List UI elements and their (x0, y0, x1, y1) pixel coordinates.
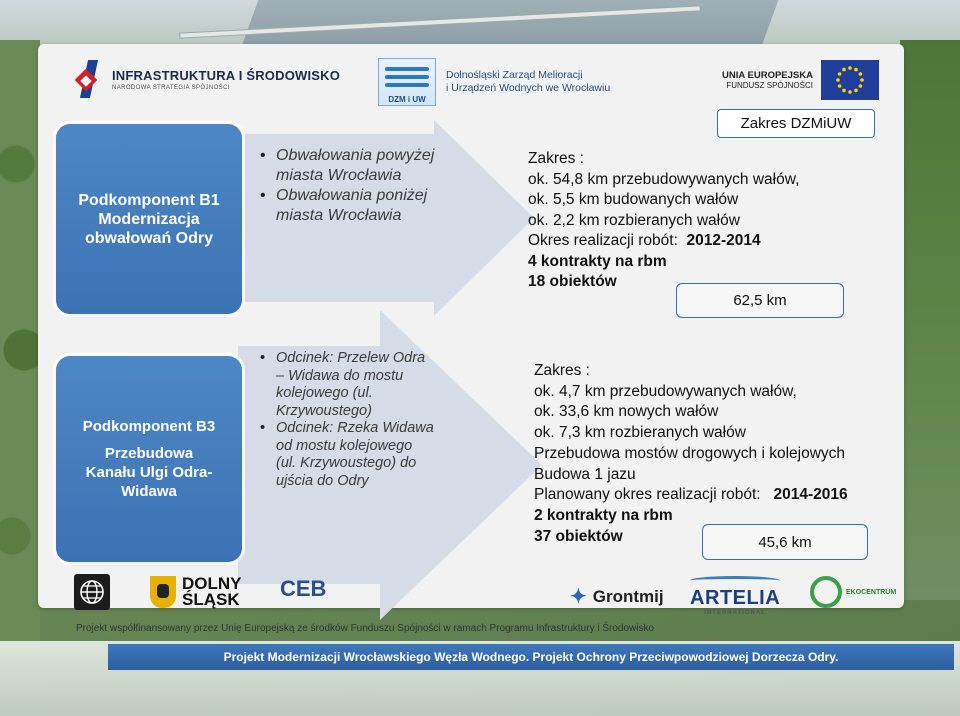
artelia-arc-icon (690, 576, 780, 585)
b3-head: Podkomponent B3 (82, 418, 216, 435)
cofinancing-footnote: Projekt współfinansowany przez Unię Europejską ze środków Funduszu Spójności w ramach Programu Infrastruktury i Środowisko (76, 623, 655, 634)
b1-line-2: Modernizacja (98, 210, 200, 228)
dzm-line-1: Dolnośląski Zarząd Melioracji (446, 69, 583, 81)
component-b1-box (56, 124, 242, 314)
b3-line-2: Kanału Ulgi Odra- (85, 464, 213, 481)
eagle-shield-icon (150, 576, 176, 608)
b3-details (534, 361, 848, 547)
trees-left (0, 40, 40, 660)
b1-details (528, 149, 799, 293)
b1-line-1: Podkomponent B1 (78, 191, 220, 209)
b1-line-built: ok. 5,5 km budowanych wałów (528, 191, 739, 208)
dzm-line-2: i Urządzeń Wodnych we Wrocławiu (446, 82, 611, 94)
b3-period-label: Planowany okres realizacji robót: (534, 486, 761, 504)
b3-line-rebuilt: ok. 4,7 km przebudowywanych wałów, (534, 382, 797, 400)
b1-objects: 18 obiektów (528, 273, 617, 290)
b1-period (528, 231, 799, 252)
dzm-short: DZM i UW (388, 95, 426, 104)
infra-subtitle: NARODOWA STRATEGIA SPÓJNOŚCI (112, 84, 230, 91)
ue-line-2: FUNDUSZ SPÓJNOŚCI (726, 81, 813, 90)
b3-objects: 37 obiektów (534, 527, 623, 545)
infra-star-icon (78, 60, 104, 98)
b1-line-dismantled: ok. 2,2 km rozbieranych wałów (528, 211, 740, 229)
grontmij-mark-icon: ✦ (570, 586, 587, 608)
logo-ekocentrum (810, 576, 896, 608)
scope-tag: Zakres DZMiUW (717, 109, 875, 138)
trees-right (900, 40, 960, 600)
b3-line-weir: Budowa 1 jazu (534, 465, 636, 483)
b3-total-km: 45,6 km (702, 524, 868, 560)
b3-bullet-list (256, 350, 436, 490)
partner-logos (54, 566, 897, 628)
eko-text: EKOCENTRUM (846, 588, 897, 596)
b3-contracts: 2 kontrakty na rbm (534, 506, 673, 524)
b1-line-3: obwałowań Odry (84, 229, 213, 247)
logo-artelia (690, 576, 780, 616)
b1-scope-label: Zakres : (528, 150, 584, 167)
logo-infrastruktura (78, 60, 340, 98)
b1-bullet-2: • Obwałowania poniżej miasta Wrocławia (256, 186, 436, 226)
b1-bullet-list (256, 146, 436, 226)
infra-title: INFRASTRUKTURA I ŚRODOWISKO (112, 67, 341, 83)
world-bank-globe-icon (74, 574, 110, 610)
b3-bullet-2: • Odcinek: Rzeka Widawa od mostu kolejowego (ul. Krzywoustego) do ujścia do Odry (256, 420, 436, 490)
eko-circle-icon (810, 576, 842, 608)
artelia-sub: INTERNATIONAL (704, 610, 766, 616)
b3-line-dismantled: ok. 7,3 km rozbieranych wałów (534, 424, 746, 442)
logo-dolny-slask (150, 576, 242, 608)
logo-grontmij (570, 584, 664, 609)
b1-bullet-1: • Obwałowania powyżej miasta Wrocławia (256, 146, 436, 186)
b1-total-km: 62,5 km (676, 283, 844, 318)
ue-line-1: UNIA EUROPEJSKA (722, 70, 813, 81)
b1-line-rebuilt: ok. 54,8 km przebudowywanych wałów, (528, 170, 800, 188)
ds-line-2: ŚLĄSK (182, 590, 240, 609)
ceb-text: CEB (280, 576, 327, 601)
b3-line-3: Widawa (121, 483, 177, 500)
logo-ceb (280, 576, 326, 602)
artelia-text: ARTELIA (690, 587, 781, 609)
logo-dzmiuw (378, 58, 610, 106)
b3-line-new: ok. 33,6 km nowych wałów (534, 403, 719, 421)
logo-unia-europejska (722, 60, 879, 100)
b3-bullet-1: • Odcinek: Przelew Odra – Widawa do mostu kolejowego (ul. Krzywoustego) (256, 350, 436, 420)
eu-flag-icon (821, 60, 879, 100)
b3-line-bridges: Przebudowa mostów drogowych i kolejowych (534, 444, 846, 462)
b3-scope-label: Zakres : (534, 362, 590, 379)
b3-period-value: 2014-2016 (773, 486, 848, 504)
b1-contracts: 4 kontrakty na rbm (528, 252, 667, 270)
dzm-wave-icon (378, 58, 436, 106)
component-b3-box (56, 356, 242, 562)
b3-period (534, 485, 848, 506)
b1-period-label: Okres realizacji robót: (528, 232, 678, 249)
ds-line-1: DOLNY (182, 574, 242, 593)
project-banner: Projekt Modernizacji Wrocławskiego Węzła Wodnego. Projekt Ochrony Przeciwpowodziowej Dorzecza Odry. (108, 644, 954, 670)
b1-period-value: 2012-2014 (686, 232, 761, 249)
b3-line-1: Przebudowa (104, 445, 194, 462)
grontmij-text: Grontmij (592, 586, 664, 606)
